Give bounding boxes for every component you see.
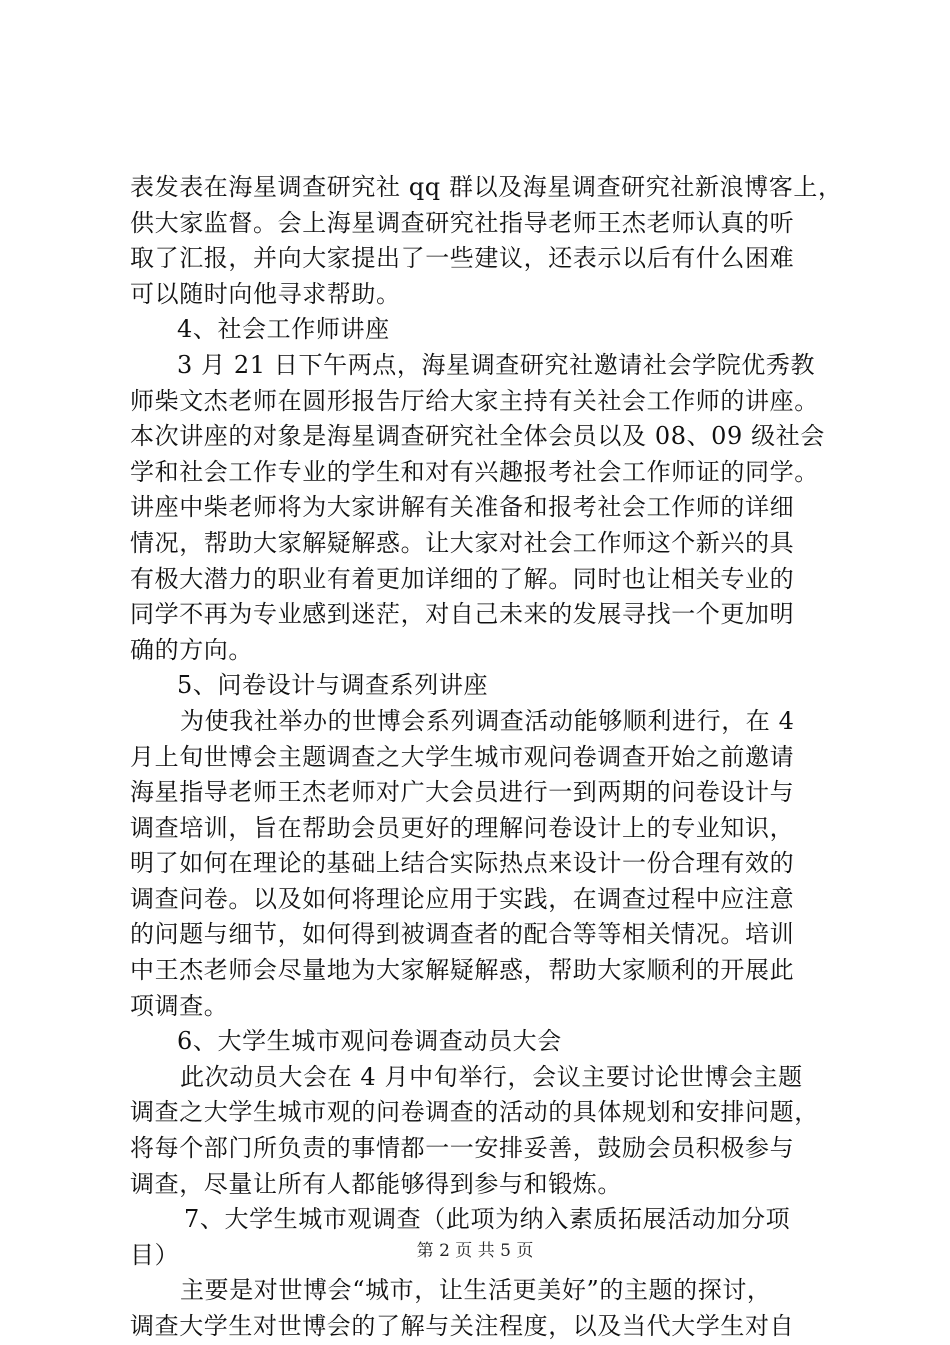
body-line: 海星指导老师王杰老师对广大会员进行一到两期的问卷设计与	[130, 778, 795, 807]
body-line: 同学不再为专业感到迷茫，对自己未来的发展寻找一个更加明	[130, 600, 795, 629]
document-body	[130, 170, 842, 1345]
section-heading: 5、问卷设计与调查系列讲座	[177, 671, 489, 700]
body-line: 的问题与细节，如何得到被调查者的配合等等相关情况。培训	[130, 920, 795, 949]
body-line: 师柴文杰老师在圆形报告厅给大家主持有关社会工作师的讲座。	[130, 386, 819, 415]
body-line: 供大家监督。会上海星调查研究社指导老师王杰老师认真的听	[130, 208, 795, 237]
body-line: 将每个部门所负责的事情都一一安排妥善，鼓励会员积极参与	[130, 1134, 795, 1163]
body-line: 情况，帮助大家解疑解惑。让大家对社会工作师这个新兴的具	[130, 528, 795, 557]
body-line: 调查问卷。以及如何将理论应用于实践，在调查过程中应注意	[130, 884, 795, 913]
section-heading: 7、大学生城市观调查（此项为纳入素质拓展活动加分项	[184, 1205, 791, 1234]
section-heading: 6、大学生城市观问卷调查动员大会	[177, 1027, 562, 1056]
body-line: 月上旬世博会主题调查之大学生城市观问卷调查开始之前邀请	[130, 742, 795, 771]
body-line: 调查大学生对世博会的了解与关注程度，以及当代大学生对自	[130, 1312, 795, 1340]
body-line: 表发表在海星调查研究社 qq 群以及海星调查研究社新浪博客上，	[130, 173, 843, 201]
body-line: 调查培训，旨在帮助会员更好的理解问卷设计上的专业知识，	[130, 813, 795, 842]
body-line: 项调查。	[130, 991, 229, 1020]
body-line: 讲座中柴老师将为大家讲解有关准备和报考社会工作师的详细	[130, 493, 795, 522]
body-line: 为使我社举办的世博会系列调查活动能够顺利进行，在 4	[180, 706, 795, 735]
page-footer: 第 2 页 共 5 页	[416, 1241, 534, 1261]
body-line: 此次动员大会在 4 月中旬举行，会议主要讨论世博会主题	[180, 1062, 803, 1091]
body-line: 取了汇报，并向大家提出了一些建议，还表示以后有什么困难	[130, 244, 795, 273]
body-line: 本次讲座的对象是海星调查研究社全体会员以及 08、09 级社会	[130, 422, 825, 451]
body-line: 有极大潜力的职业有着更加详细的了解。同时也让相关专业的	[130, 564, 795, 593]
section-heading: 4、社会工作师讲座	[177, 315, 390, 344]
body-line: 调查之大学生城市观的问卷调查的活动的具体规划和安排问题，	[130, 1098, 819, 1127]
body-line: 学和社会工作专业的学生和对有兴趣报考社会工作师证的同学。	[130, 457, 819, 486]
body-line: 明了如何在理论的基础上结合实际热点来设计一份合理有效的	[130, 849, 795, 878]
body-line: 主要是对世博会“城市，让生活更美好”的主题的探讨，	[180, 1276, 772, 1305]
body-line: 3 月 21 日下午两点，海星调查研究社邀请社会学院优秀教	[177, 350, 816, 379]
body-line: 调查，尽量让所有人都能够得到参与和锻炼。	[130, 1169, 622, 1198]
body-line: 确的方向。	[130, 635, 253, 664]
body-line: 可以随时向他寻求帮助。	[130, 279, 401, 308]
body-line: 中王杰老师会尽量地为大家解疑解惑，帮助大家顺利的开展此	[130, 956, 795, 985]
body-line: 目）	[130, 1240, 180, 1269]
